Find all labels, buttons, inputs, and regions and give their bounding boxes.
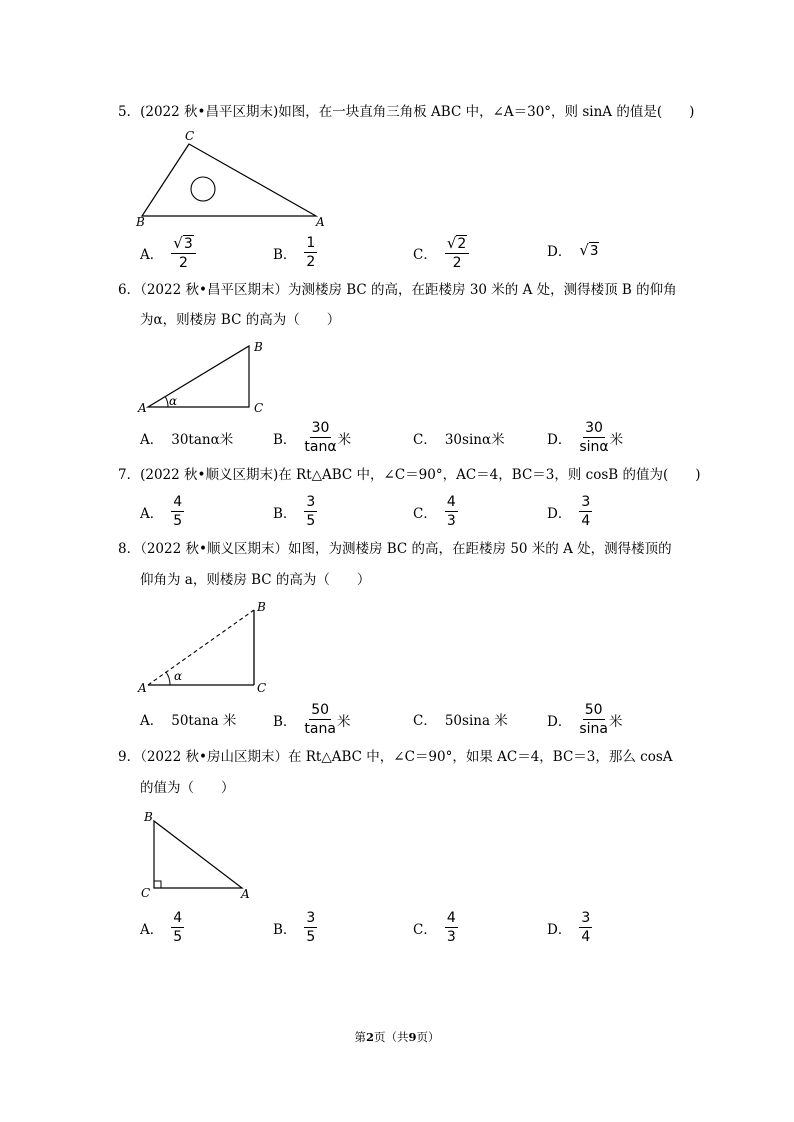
question-6-stem-line2: 为α，则楼房 BC 的高为（ ） (140, 312, 341, 328)
q5-option-b: B． $\frac{1}{2}$ (273, 235, 316, 270)
q6-label-C: C (254, 401, 264, 415)
q6-option-d: D． $\frac{30}{\sin\alpha}$ 米 (547, 420, 624, 455)
q7-option-a: A． $\frac{4}{5}$ (140, 494, 183, 529)
q5-option-c: C． √ 2 2 (413, 235, 469, 271)
q6-option-a: A． 30tanα米 (140, 432, 234, 448)
question-5-stem: 5．(2022 秋•昌平区期末)如图，在一块直角三角板 ABC 中，∠A＝30°，则 sinA 的值是( ) (118, 104, 695, 120)
q7-option-c: C． $\frac{4}{3}$ (413, 494, 456, 529)
q5-label-A: A (316, 215, 325, 229)
q6-label-A: A (138, 401, 147, 415)
q9-label-A: A (241, 887, 250, 901)
page-footer: 第2页（共9页） (354, 1030, 440, 1044)
q8-label-A: A (138, 681, 147, 695)
q8-label-alpha: α (174, 669, 183, 683)
q9-option-d: D． $\frac{3}{4}$ (547, 910, 591, 945)
q9-option-a: A． $\frac{4}{5}$ (140, 910, 183, 945)
question-7-stem: 7．(2022 秋•顺义区期末)在 Rt△ABC 中，∠C＝90°，AC＝4，BC＝3，则 cosB 的值为( ) (118, 467, 701, 483)
question-8-stem-line1: 8．（2022 秋•顺义区期末）如图，为测楼房 BC 的高，在距楼房 50 米的 A 处，测得楼顶的 (118, 541, 672, 557)
q8-label-C: C (257, 681, 267, 695)
question-5-figure (133, 127, 333, 229)
q8-option-a: A． 50tana 米 (140, 713, 237, 729)
question-8-figure (136, 598, 276, 696)
question-8-stem-line2: 仰角为 a，则楼房 BC 的高为（ ） (140, 572, 371, 588)
q5-label-B: B (136, 215, 145, 229)
q8-option-b: B． $\frac{50}{\tan a}$ 米 (273, 702, 351, 737)
q6-option-c: C． 30sinα米 (413, 432, 505, 448)
question-9-stem-line2: 的值为（ ） (140, 780, 235, 796)
q7-option-d: D． $\frac{3}{4}$ (547, 494, 591, 529)
q9-option-c: C． $\frac{4}{3}$ (413, 910, 456, 945)
q8-option-d: D． $\frac{50}{\sin a}$ 米 (547, 702, 623, 737)
q9-label-B: B (144, 810, 153, 824)
q9-label-C: C (141, 886, 151, 900)
q5-label-C: C (185, 129, 195, 143)
q8-option-c: C． 50sina 米 (413, 713, 508, 729)
question-9-stem-line1: 9．（2022 秋•房山区期末）在 Rt△ABC 中，∠C＝90°，如果 AC＝4，BC＝3，那么 cosA (118, 749, 673, 765)
q6-label-alpha: α (169, 394, 178, 408)
question-9-figure (138, 808, 258, 903)
q9-option-b: B． $\frac{3}{5}$ (273, 910, 316, 945)
q6-option-b: B． $\frac{30}{\tan\alpha}$ 米 (273, 420, 352, 455)
q6-label-B: B (254, 340, 263, 354)
q5-option-a: A． √ 3 2 (140, 235, 196, 271)
question-6-stem-line1: 6．（2022 秋•昌平区期末）为测楼房 BC 的高，在距楼房 30 米的 A 处，测得楼顶 B 的仰角 (118, 282, 677, 298)
q5-option-d: D． √ 3 (547, 240, 599, 260)
q8-label-B: B (257, 600, 266, 614)
q7-option-b: B． $\frac{3}{5}$ (273, 494, 316, 529)
question-6-figure (136, 337, 276, 417)
